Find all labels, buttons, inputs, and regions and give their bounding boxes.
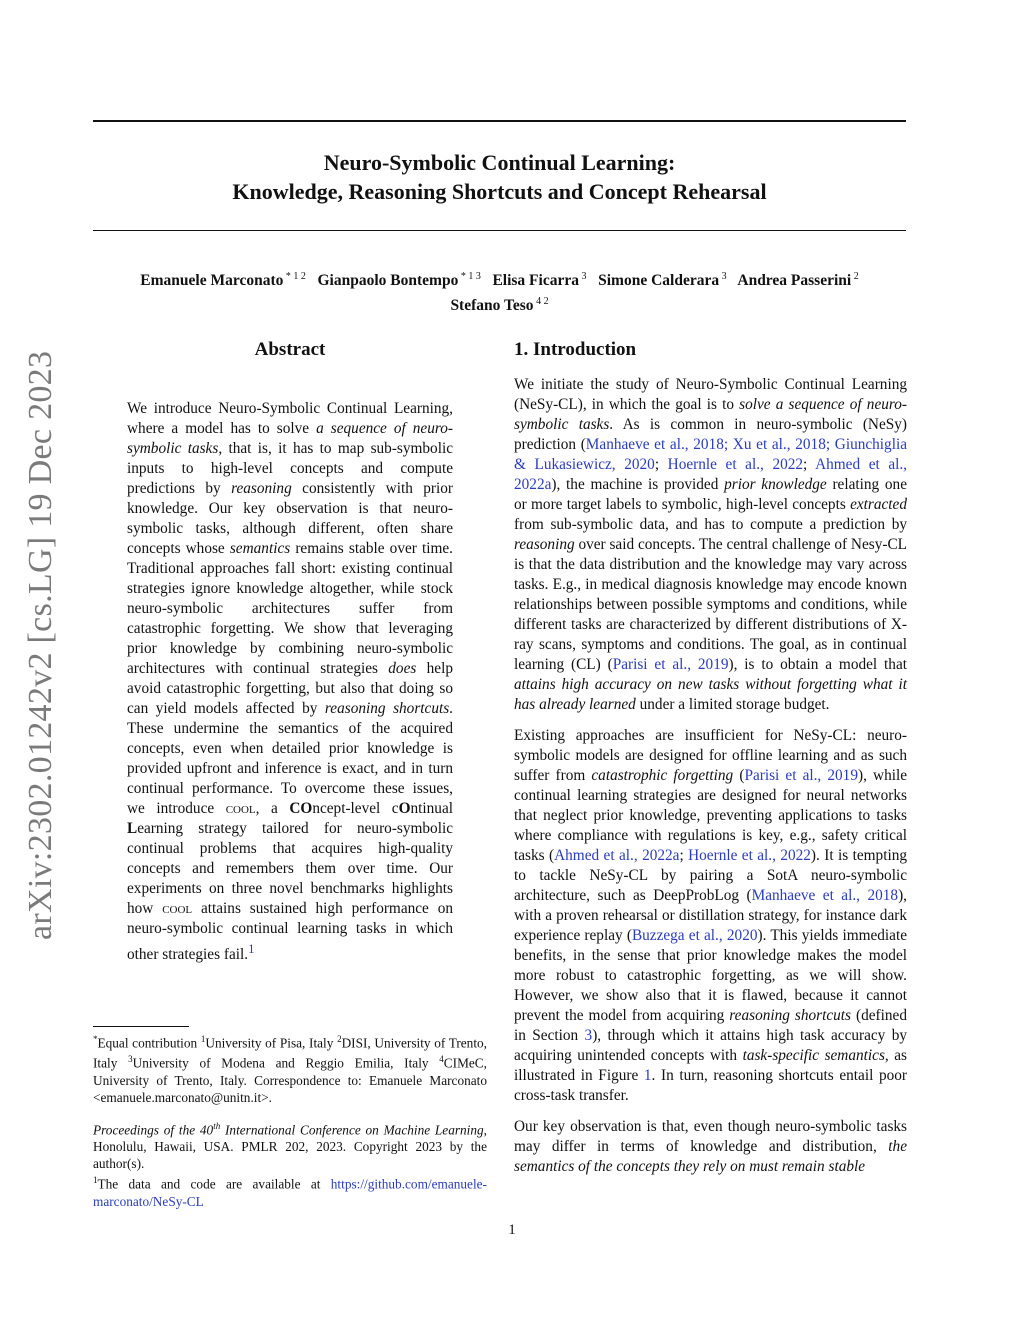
emphasis: prior knowledge — [724, 476, 827, 493]
code-footnote — [93, 1172, 487, 1209]
footnote-divider — [93, 1026, 189, 1027]
figure-reference-link[interactable]: 1 — [643, 1067, 652, 1084]
abstract-emphasis: a sequence of neuro-symbolic tasks — [127, 420, 453, 457]
author-name: Gianpaolo Bontempo — [317, 272, 459, 290]
text-run: ), is to obtain a model that — [728, 656, 907, 673]
citation-link[interactable]: Hoernle et al., 2022 — [667, 456, 804, 473]
author-affiliation: * 1 3 — [458, 271, 481, 282]
text-run: ; — [654, 456, 668, 473]
citation-link[interactable]: Parisi et al., 2019 — [612, 656, 729, 673]
text-run: under a limited storage budget. — [635, 696, 830, 713]
citation-link[interactable]: Buzzega et al., 2020 — [631, 927, 758, 944]
author-affiliation: 3 — [578, 271, 587, 282]
footnote-marker: * — [93, 1034, 98, 1044]
text-run: , as illustrated in Figure — [514, 1047, 908, 1084]
abstract-emphasis: reasoning — [231, 480, 292, 497]
text-run: , Honolulu, Hawaii, USA. PMLR 202, 2023. Copyright 2023 by the author(s). — [93, 1122, 487, 1172]
emphasis: task-specific semantics — [742, 1047, 885, 1064]
text-run: ). This yields immediate benefits, in the sense that prior knowledge makes the model more robust to catastrophic forgetting, as we will show. However, we show also that it is flawed, because it cannot prevent the model from acquiring — [514, 927, 908, 1024]
text-run: Our key observation is that, even though neuro-symbolic tasks may differ in terms of knowledge and distribution, — [514, 1118, 907, 1155]
footnotes — [93, 1031, 487, 1210]
author-line-2 — [93, 291, 906, 316]
abstract-emphasis: semantics — [229, 540, 291, 557]
text-run: ), while continual learning strategies are designed for neural networks that neglect prior knowledge, preventing applications to tasks where compliance with regulations is key, e.g., safety critical tasks ( — [514, 767, 908, 864]
abstract-text-run: , a — [255, 800, 290, 817]
footnote-marker: 4 — [439, 1054, 444, 1065]
footnote-marker: 1 — [200, 1034, 206, 1044]
text-run: . In turn, reasoning shortcuts entail poor cross-task transfer. — [514, 1067, 907, 1104]
citation-link[interactable]: Manhaeve et al., 2018; Xu et al., 2018; Giunchiglia & Lukasiewicz, 2020 — [514, 436, 907, 473]
author-affiliation: 3 — [719, 271, 727, 282]
intro-paragraph-1 — [514, 375, 907, 715]
author-affiliation: 2 — [851, 271, 859, 282]
text-run: ; — [803, 456, 816, 473]
abstract-text-run: earning strategy tailored for neuro-symbolic continual problems that acquires high-quality concepts and remembers them over time. Our experiments on three novel benchmarks highlights how — [127, 820, 453, 917]
abstract-text-run: ntinual — [410, 800, 453, 817]
author-affiliation: 4 2 — [533, 296, 549, 308]
abstract-text-run: We introduce Neuro-Symbolic Continual Learning, where a model has to solve — [127, 400, 453, 437]
abstract-text-run: . These undermine the semantics of the acquired concepts, even when detailed prior knowledge is provided upfront and inference is exact, and in turn continual performance. To overcome these issues, we introduce — [127, 700, 453, 817]
text-run: ), with a proven rehearsal or distillation strategy, for instance dark experience replay ( — [514, 887, 907, 944]
abstract-text-run: , that is, it has to map sub-symbolic inputs to high-level concepts and compute predictions by — [127, 440, 453, 497]
text-run: over said concepts. The central challenge of Nesy-CL is that the data distribution and the knowledge may vary across tasks. E.g., in medical diagnosis knowledge may encode known relationships between possible symptoms and conditions, while different tasks are characterized by different distributions of X-ray scans, symptoms and conditions. The goal, as in continual learning (CL) ( — [514, 536, 907, 673]
footnote-marker: 3 — [128, 1054, 133, 1065]
left-column — [93, 338, 487, 965]
emphasis: the semantics of the concepts they rely on must remain stable — [514, 1138, 907, 1175]
text-run: CIMeC, University of Trento, Italy. Correspondence to: Emanuele Marconato <emanuele.marconato@unitn.it>. — [93, 1055, 487, 1105]
abstract-text-run: help avoid catastrophic forgetting, but also that doing so can yield models affected by — [127, 660, 453, 717]
title-line-1: Neuro-Symbolic Continual Learning: — [323, 150, 676, 175]
text-run: ), the machine is provided — [551, 476, 725, 493]
text-run: relating one or more target labels to symbolic, high-level concepts — [514, 476, 907, 513]
text-run: ( — [733, 767, 745, 784]
citation-link[interactable]: Parisi et al., 2019 — [744, 767, 858, 784]
intro-paragraph-2 — [514, 726, 907, 1106]
citation-link[interactable]: Ahmed et al., 2022a — [514, 456, 908, 493]
emphasis: attains high accuracy on new tasks without forgetting what it has already learned — [514, 676, 907, 713]
emphasis: Proceedings of the 40 — [93, 1122, 214, 1138]
page-number: 1 — [508, 1222, 516, 1238]
acronym-letter: CO — [289, 800, 313, 817]
text-run: Existing approaches are insufficient for NeSy-CL: neuro-symbolic models are designed for offline learning and as such suffer from — [514, 727, 907, 784]
emphasis: reasoning — [514, 536, 575, 553]
title-rule-bottom — [93, 230, 906, 231]
acronym-letter: L — [127, 820, 138, 837]
author-name: Stefano Teso — [450, 297, 534, 315]
method-name-cool: cool — [225, 800, 256, 817]
abstract-emphasis: reasoning shortcuts — [324, 700, 450, 717]
emphasis: solve a sequence of neuro-symbolic tasks — [514, 396, 908, 433]
ordinal-suffix: th — [213, 1120, 221, 1131]
author-list — [93, 266, 906, 316]
text-run: ; — [679, 847, 689, 864]
proceedings-note — [93, 1118, 487, 1172]
abstract-text-run: attains sustained high performance on neuro-symbolic continual learning tasks in which other strategies fail. — [127, 900, 453, 964]
abstract-text-run: remains stable over time. Traditional approaches fall short: existing continual strategies ignore knowledge altogether, while stock neuro-symbolic architectures suffer from catastrophic forgetting. We show that leveraging prior knowledge by combining neuro-symbolic architectures with continual strategies — [127, 540, 453, 677]
abstract-text — [127, 399, 453, 965]
author-name: Elisa Ficarra — [492, 272, 579, 290]
acronym-letter: O — [398, 800, 411, 817]
author-name: Simone Calderara — [598, 272, 720, 290]
section-reference-link[interactable]: 3 — [584, 1027, 593, 1044]
title-rule-top — [93, 120, 906, 122]
emphasis: catastrophic forgetting — [591, 767, 734, 784]
citation-link[interactable]: Ahmed et al., 2022a — [554, 847, 680, 864]
method-name-cool: cool — [162, 900, 193, 917]
emphasis: International Conference on Machine Learning — [220, 1122, 484, 1138]
emphasis: reasoning shortcuts — [729, 1007, 852, 1024]
text-run: We initiate the study of Neuro-Symbolic Continual Learning (NeSy-CL), in which the goal is to — [514, 376, 907, 413]
text-run: . As is common in neuro-symbolic (NeSy) prediction ( — [514, 416, 908, 453]
arxiv-identifier-stamp: arXiv:2302.01242v2 [cs.LG] 19 Dec 2023 — [22, 350, 59, 940]
emphasis: extracted — [850, 496, 907, 513]
text-run: University of Modena and Reggio Emilia, Italy — [132, 1055, 440, 1071]
citation-link[interactable]: Hoernle et al., 2022 — [688, 847, 811, 864]
text-run: (defined in Section — [514, 1007, 907, 1044]
text-run: University of Pisa, Italy — [205, 1035, 338, 1051]
citation-link[interactable]: Manhaeve et al., 2018 — [751, 887, 899, 904]
paper-title — [93, 148, 906, 206]
footnote-marker: 1 — [93, 1175, 98, 1186]
text-run: ). It is tempting to tackle NeSy-CL by pairing a SotA neuro-symbolic architecture, such as DeepProbLog ( — [514, 847, 907, 904]
abstract-heading: Abstract — [254, 339, 326, 360]
abstract-text-run: consistently with prior knowledge. Our key observation is that neuro-symbolic tasks, although different, often share concepts whose — [127, 480, 453, 557]
abstract-emphasis: does — [388, 660, 417, 677]
author-name: Andrea Passerini — [737, 272, 852, 290]
footnote-link[interactable]: 1 — [248, 942, 255, 956]
text-run: ), through which it attains high task accuracy by acquiring unintended concepts with — [514, 1027, 907, 1064]
text-run: Equal contribution — [97, 1035, 201, 1051]
author-name: Emanuele Marconato — [140, 272, 284, 290]
right-column — [514, 338, 907, 1188]
author-line-1 — [93, 266, 906, 291]
title-line-2: Knowledge, Reasoning Shortcuts and Concept Rehearsal — [232, 179, 767, 204]
text-run: The data and code are available at — [97, 1176, 331, 1192]
text-run: DISI, University of Trento, Italy — [93, 1035, 487, 1071]
code-repository-link[interactable]: https://github.com/emanuele-marconato/NeSy-CL — [93, 1176, 487, 1209]
author-affiliation: * 1 2 — [283, 271, 306, 282]
footnote-marker: 2 — [337, 1034, 342, 1044]
abstract-text-run: ncept-level c — [312, 800, 399, 817]
intro-paragraph-3 — [514, 1117, 907, 1177]
introduction-heading: 1. Introduction — [514, 339, 637, 360]
affiliation-footnote — [93, 1031, 487, 1106]
text-run: from sub-symbolic data, and has to compute a prediction by — [514, 516, 907, 533]
